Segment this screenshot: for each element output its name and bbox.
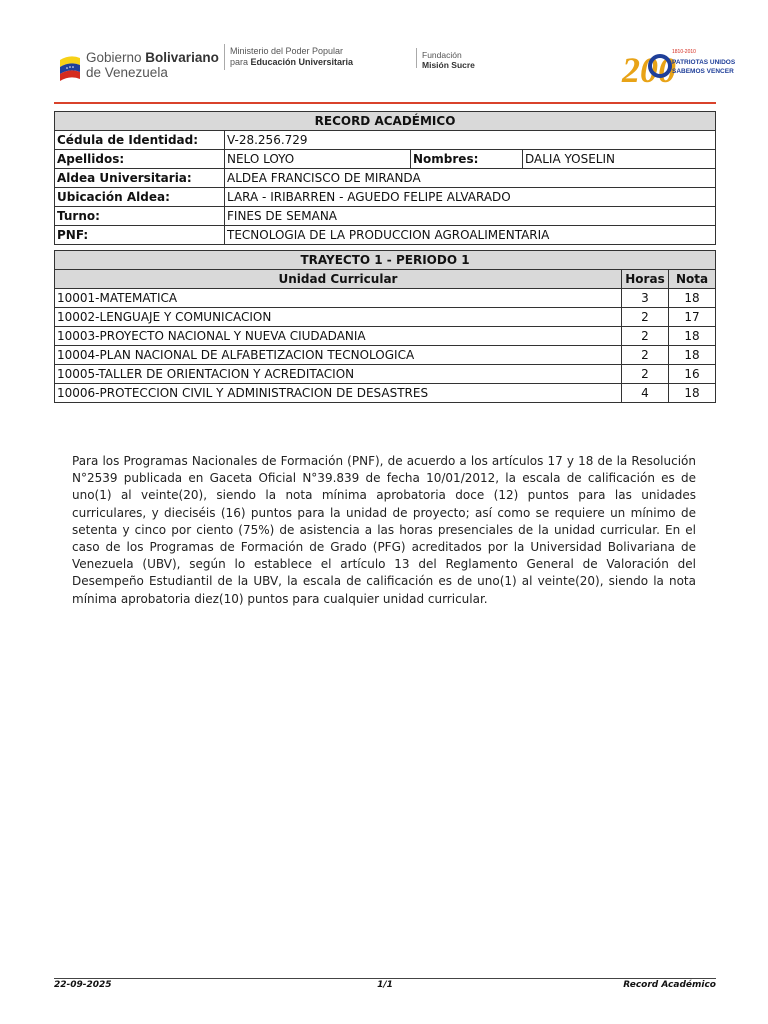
horas-cell: 3 bbox=[622, 289, 669, 308]
fundacion-line2: Misión Sucre bbox=[422, 60, 475, 70]
horas-cell: 2 bbox=[622, 308, 669, 327]
bicentennial-logo bbox=[618, 40, 736, 90]
unidad-cell: 10006-PROTECCION CIVIL Y ADMINISTRACION DE DESASTRES bbox=[55, 384, 622, 403]
bicentennial-number: 200 bbox=[622, 50, 676, 90]
ministry-line2-bold: Educación Universitaria bbox=[250, 57, 354, 67]
col-horas-header: Horas bbox=[622, 270, 669, 289]
government-name bbox=[86, 50, 219, 80]
horas-cell: 2 bbox=[622, 365, 669, 384]
turno-label: Turno: bbox=[55, 207, 225, 226]
apellidos-value: NELO LOYO bbox=[225, 150, 411, 169]
header-divider bbox=[224, 44, 225, 70]
fundacion-name bbox=[422, 50, 475, 70]
horas-cell: 2 bbox=[622, 327, 669, 346]
table-row bbox=[55, 327, 716, 346]
bicentennial-years: 1810-2010 bbox=[672, 49, 696, 55]
nota-cell: 18 bbox=[669, 327, 716, 346]
ubicacion-value: LARA - IRIBARREN - AGUEDO FELIPE ALVARADO bbox=[225, 188, 716, 207]
unidad-cell: 10004-PLAN NACIONAL DE ALFABETIZACION TECNOLOGICA bbox=[55, 346, 622, 365]
horas-cell: 4 bbox=[622, 384, 669, 403]
document-footer bbox=[54, 980, 716, 994]
turno-value: FINES DE SEMANA bbox=[225, 207, 716, 226]
nota-cell: 17 bbox=[669, 308, 716, 327]
footer-doc-name: Record Académico bbox=[623, 980, 716, 990]
footer-date: 22-09-2025 bbox=[54, 980, 112, 990]
ubicacion-label: Ubicación Aldea: bbox=[55, 188, 225, 207]
gov-line1-plain: Gobierno bbox=[86, 50, 146, 65]
grading-scale-note: Para los Programas Nacionales de Formación (PNF), de acuerdo a los artículos 17 y 18 de la Resolución N°2539 publicada en Gaceta Oficial N°39.839 de fecha 10/01/2012, la escala de calificación es de uno(1) al veinte(20), siendo la nota mínima aprobatoria doce (12) puntos para las unidades curriculares, y dieciséis (16) puntos para la unidad de proyecto; así como se requiere un mínimo de setenta y cinco por ciento (75%) de asistencia a las horas presenciales de la unidad curricular. En el caso de los Programas de Formación de Grado (PFG) acreditados por la Universidad Bolivariana de Venezuela (UBV), según lo establece el artículo 13 del Reglamento General de Valoración del Desempeño Estudiantil de la UBV, la escala de calificación es de uno(1) al veinte(20), siendo la nota mínima aprobatoria diez(10) puntos para cualquier unidad curricular. bbox=[72, 454, 696, 606]
unidad-cell: 10003-PROYECTO NACIONAL Y NUEVA CIUDADANIA bbox=[55, 327, 622, 346]
nota-cell: 16 bbox=[669, 365, 716, 384]
aldea-row bbox=[55, 169, 716, 188]
cedula-label: Cédula de Identidad: bbox=[55, 131, 225, 150]
pnf-value: TECNOLOGIA DE LA PRODUCCION AGROALIMENTARIA bbox=[225, 226, 716, 245]
header-divider bbox=[416, 48, 417, 68]
horas-cell: 2 bbox=[622, 346, 669, 365]
bicentennial-slogan-line2: SABEMOS VENCER bbox=[672, 68, 734, 75]
names-row bbox=[55, 150, 716, 169]
unidad-cell: 10001-MATEMATICA bbox=[55, 289, 622, 308]
venezuela-flag-icon bbox=[58, 54, 82, 82]
pnf-label: PNF: bbox=[55, 226, 225, 245]
cedula-value: V-28.256.729 bbox=[225, 131, 716, 150]
footer-separator bbox=[54, 978, 716, 979]
nota-cell: 18 bbox=[669, 289, 716, 308]
nota-cell: 18 bbox=[669, 384, 716, 403]
table-row bbox=[55, 346, 716, 365]
gov-line2: de Venezuela bbox=[86, 65, 168, 80]
aldea-value: ALDEA FRANCISCO DE MIRANDA bbox=[225, 169, 716, 188]
cedula-row bbox=[55, 131, 716, 150]
col-unidad-header: Unidad Curricular bbox=[55, 270, 622, 289]
grades-header-row bbox=[55, 270, 716, 289]
apellidos-label: Apellidos: bbox=[55, 150, 225, 169]
table-row bbox=[55, 365, 716, 384]
table-row bbox=[55, 308, 716, 327]
pnf-row bbox=[55, 226, 716, 245]
nombres-label: Nombres: bbox=[411, 150, 523, 169]
header-separator bbox=[54, 102, 716, 104]
nota-cell: 18 bbox=[669, 346, 716, 365]
fundacion-line1: Fundación bbox=[422, 50, 462, 60]
period-title-row bbox=[55, 251, 716, 270]
ubicacion-row bbox=[55, 188, 716, 207]
ministry-name bbox=[230, 46, 353, 68]
document-header bbox=[54, 40, 736, 96]
unidad-cell: 10005-TALLER DE ORIENTACION Y ACREDITACION bbox=[55, 365, 622, 384]
footer-page-number: 1/1 bbox=[377, 980, 393, 990]
nombres-value: DALIA YOSELIN bbox=[523, 150, 716, 169]
period-title: TRAYECTO 1 - PERIODO 1 bbox=[55, 251, 716, 270]
table-row bbox=[55, 289, 716, 308]
aldea-label: Aldea Universitaria: bbox=[55, 169, 225, 188]
col-nota-header: Nota bbox=[669, 270, 716, 289]
student-info-table bbox=[54, 111, 716, 245]
gov-line1-bold: Bolivariano bbox=[145, 50, 219, 65]
ministry-line1: Ministerio del Poder Popular bbox=[230, 46, 344, 56]
table-row bbox=[55, 384, 716, 403]
grades-table bbox=[54, 250, 716, 403]
bicentennial-slogan-line1: PATRIOTAS UNIDOS bbox=[672, 59, 736, 66]
turno-row bbox=[55, 207, 716, 226]
unidad-cell: 10002-LENGUAJE Y COMUNICACION bbox=[55, 308, 622, 327]
record-title-row bbox=[55, 112, 716, 131]
record-title: RECORD ACADÉMICO bbox=[55, 112, 716, 131]
ministry-line2-plain: para bbox=[230, 57, 251, 67]
